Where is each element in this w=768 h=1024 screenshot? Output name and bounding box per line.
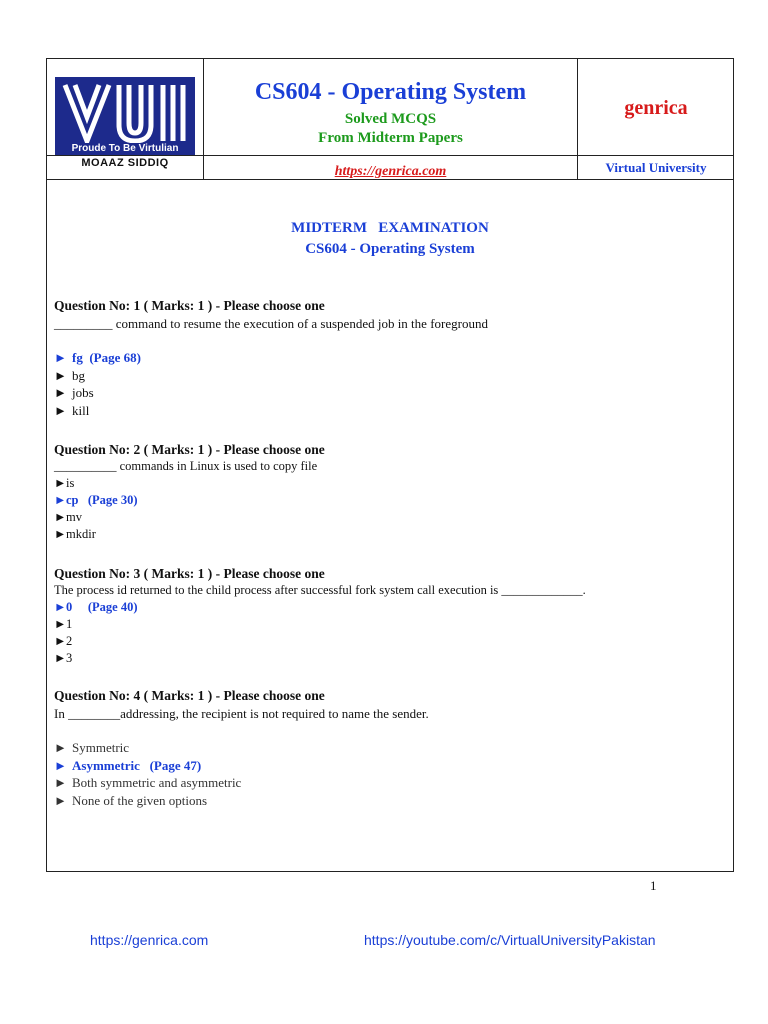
title-cell — [204, 59, 578, 179]
option: ►mkdir — [54, 527, 96, 541]
university-name: Virtual University — [605, 160, 707, 175]
question-head: Question No: 2 ( Marks: 1 ) - Please choose one — [54, 442, 325, 457]
exam-course: CS604 - Operating System — [305, 241, 475, 257]
option: ► None of the given options — [54, 792, 208, 808]
brand-cell — [578, 59, 734, 179]
genrica-link[interactable]: https://genrica.com — [334, 164, 447, 179]
header-table — [47, 59, 733, 180]
document-frame — [46, 58, 734, 872]
brand-name: genrica — [624, 97, 688, 119]
question-head: Question No: 3 ( Marks: 1 ) - Please choose one — [54, 566, 325, 581]
document-subtitle-2: From Midterm Papers — [318, 130, 463, 146]
option: ►2 — [54, 634, 73, 648]
option: ►3 — [54, 651, 73, 665]
question-4 — [54, 687, 724, 809]
document-subtitle: Solved MCQS — [344, 111, 437, 127]
author-name: MOAAZ SIDDIQ — [81, 157, 169, 169]
option: ► Symmetric — [54, 740, 130, 755]
option: ► jobs — [54, 385, 94, 400]
page-number: 1 — [650, 878, 657, 893]
footer-youtube-link[interactable]: https://youtube.com/c/VirtualUniversityPakistan — [364, 932, 656, 948]
option: ►mv — [54, 510, 82, 524]
option: ► Both symmetric and asymmetric — [54, 775, 242, 790]
option: ►is — [54, 476, 75, 490]
exam-heading: MIDTERM EXAMINATION — [291, 220, 489, 236]
option-answer: ► fg (Page 68) — [54, 350, 141, 365]
question-text: The process id returned to the child process after successful fork system call execution is _____________. — [54, 583, 586, 597]
document-title: CS604 - Operating System — [254, 79, 527, 105]
header-divider — [47, 155, 733, 156]
question-3 — [54, 565, 724, 667]
question-2 — [54, 441, 724, 543]
option: ► bg — [54, 367, 85, 383]
option-answer: ►cp (Page 30) — [54, 493, 138, 507]
question-text: In ________addressing, the recipient is not required to name the sender. — [54, 705, 429, 721]
question-head: Question No: 4 ( Marks: 1 ) - Please choose one — [54, 688, 325, 703]
option-answer: ► Asymmetric (Page 47) — [54, 757, 202, 773]
question-head: Question No: 1 ( Marks: 1 ) - Please choose one — [54, 298, 325, 313]
logo-cell — [47, 59, 204, 179]
option-answer: ►0 (Page 40) — [54, 600, 138, 614]
question-text: __________ commands in Linux is used to copy file — [54, 459, 318, 473]
option: ►1 — [54, 617, 73, 631]
footer-genrica-link[interactable]: https://genrica.com — [90, 932, 209, 948]
vu-logo — [55, 77, 195, 149]
logo-tagline: Proude To Be Virtulian — [55, 143, 195, 155]
option: ► kill — [54, 402, 90, 418]
question-1 — [54, 297, 724, 419]
question-text: _________ command to resume the execution of a suspended job in the foreground — [54, 315, 488, 331]
